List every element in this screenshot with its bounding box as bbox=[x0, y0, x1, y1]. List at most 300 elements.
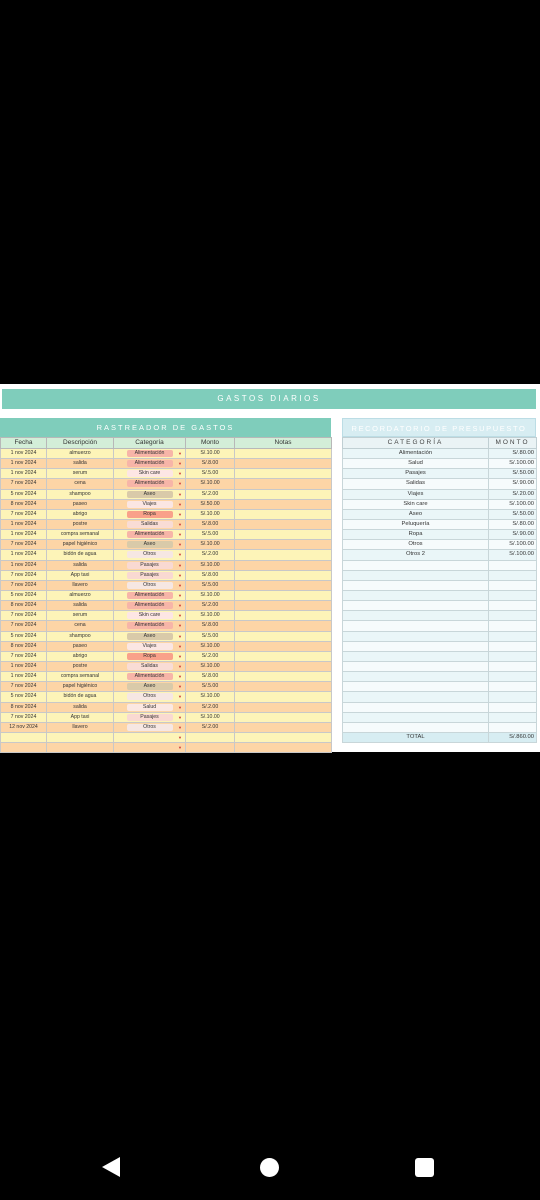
budget-empty-cell[interactable] bbox=[343, 580, 489, 590]
expense-row bbox=[1, 469, 332, 479]
categoria-chip: Aseo bbox=[127, 541, 173, 548]
notas-cell[interactable] bbox=[235, 661, 332, 671]
fecha-cell[interactable]: 5 nov 2024 bbox=[1, 692, 47, 702]
descripcion-cell[interactable]: bidón de agua bbox=[47, 692, 114, 702]
budget-empty-cell[interactable] bbox=[489, 712, 537, 722]
fecha-cell[interactable]: 5 nov 2024 bbox=[1, 489, 47, 499]
categoria-dropdown[interactable] bbox=[114, 489, 186, 499]
monto-cell[interactable]: S/.10.00 bbox=[186, 712, 235, 722]
categoria-dropdown[interactable] bbox=[114, 743, 186, 753]
fecha-cell[interactable]: 1 nov 2024 bbox=[1, 519, 47, 529]
budget-empty-cell[interactable] bbox=[343, 702, 489, 712]
descripcion-cell[interactable]: almuerzo bbox=[47, 449, 114, 459]
expense-row bbox=[1, 722, 332, 732]
descripcion-cell[interactable]: almuerzo bbox=[47, 590, 114, 600]
budget-category-cell[interactable]: Alimentación bbox=[343, 449, 489, 459]
chevron-down-icon[interactable]: ▼ bbox=[178, 694, 182, 700]
categoria-dropdown[interactable] bbox=[114, 611, 186, 621]
descripcion-cell[interactable]: App taxi bbox=[47, 712, 114, 722]
chevron-down-icon[interactable]: ▼ bbox=[178, 491, 182, 497]
budget-empty-cell[interactable] bbox=[343, 672, 489, 682]
monto-cell[interactable]: S/.8.00 bbox=[186, 519, 235, 529]
descripcion-cell[interactable]: serum bbox=[47, 611, 114, 621]
notas-cell[interactable] bbox=[235, 601, 332, 611]
categoria-chip: Aseo bbox=[127, 633, 173, 640]
monto-cell[interactable]: S/.10.00 bbox=[186, 540, 235, 550]
fecha-cell[interactable]: 8 nov 2024 bbox=[1, 601, 47, 611]
budget-empty-cell[interactable] bbox=[489, 580, 537, 590]
chevron-down-icon[interactable]: ▼ bbox=[178, 724, 182, 730]
categoria-chip: Otros bbox=[127, 582, 173, 589]
descripcion-cell[interactable]: serum bbox=[47, 469, 114, 479]
budget-amount-cell[interactable]: S/.90.00 bbox=[489, 479, 537, 489]
monto-cell[interactable]: S/.8.00 bbox=[186, 672, 235, 682]
home-icon[interactable] bbox=[260, 1158, 279, 1177]
budget-amount-cell[interactable]: S/.100.00 bbox=[489, 550, 537, 560]
notas-cell[interactable] bbox=[235, 732, 332, 742]
chevron-down-icon[interactable]: ▼ bbox=[178, 745, 182, 751]
notas-cell[interactable] bbox=[235, 509, 332, 519]
categoria-dropdown[interactable] bbox=[114, 519, 186, 529]
budget-empty-cell[interactable] bbox=[343, 611, 489, 621]
budget-empty-cell[interactable] bbox=[343, 682, 489, 692]
descripcion-cell[interactable]: abrigo bbox=[47, 509, 114, 519]
budget-amount-cell[interactable]: S/.100.00 bbox=[489, 540, 537, 550]
categoria-dropdown[interactable] bbox=[114, 682, 186, 692]
chevron-down-icon[interactable]: ▼ bbox=[178, 653, 182, 659]
budget-empty-row bbox=[343, 672, 537, 682]
categoria-chip: Ropa bbox=[127, 653, 173, 660]
budget-empty-row bbox=[343, 651, 537, 661]
fecha-cell[interactable]: 7 nov 2024 bbox=[1, 580, 47, 590]
budget-empty-cell[interactable] bbox=[343, 722, 489, 732]
fecha-cell[interactable]: 8 nov 2024 bbox=[1, 499, 47, 509]
monto-cell[interactable]: S/.2.00 bbox=[186, 702, 235, 712]
chevron-down-icon[interactable]: ▼ bbox=[178, 552, 182, 558]
notas-cell[interactable] bbox=[235, 499, 332, 509]
expense-row bbox=[1, 560, 332, 570]
categoria-dropdown[interactable] bbox=[114, 479, 186, 489]
expense-row bbox=[1, 459, 332, 469]
descripcion-cell[interactable]: papel higiénico bbox=[47, 682, 114, 692]
chevron-down-icon[interactable]: ▼ bbox=[178, 684, 182, 690]
fecha-cell[interactable]: 1 nov 2024 bbox=[1, 449, 47, 459]
notas-cell[interactable] bbox=[235, 590, 332, 600]
header-categoria[interactable]: Categoría bbox=[114, 438, 186, 449]
descripcion-cell[interactable]: postre bbox=[47, 519, 114, 529]
categoria-chip: Viajes bbox=[127, 501, 173, 508]
fecha-cell[interactable]: 8 nov 2024 bbox=[1, 702, 47, 712]
categoria-dropdown[interactable] bbox=[114, 540, 186, 550]
budget-empty-cell[interactable] bbox=[343, 570, 489, 580]
descripcion-cell[interactable]: papel higiénico bbox=[47, 540, 114, 550]
budget-empty-cell[interactable] bbox=[489, 651, 537, 661]
budget-empty-row bbox=[343, 661, 537, 671]
budget-amount-cell[interactable]: S/.50.00 bbox=[489, 469, 537, 479]
descripcion-cell[interactable]: salida bbox=[47, 560, 114, 570]
chevron-down-icon[interactable]: ▼ bbox=[178, 481, 182, 487]
fecha-cell[interactable]: 1 nov 2024 bbox=[1, 459, 47, 469]
chevron-down-icon[interactable]: ▼ bbox=[178, 674, 182, 680]
categoria-dropdown[interactable] bbox=[114, 641, 186, 651]
categoria-dropdown[interactable] bbox=[114, 702, 186, 712]
chevron-down-icon[interactable]: ▼ bbox=[178, 582, 182, 588]
notas-cell[interactable] bbox=[235, 722, 332, 732]
budget-row bbox=[343, 499, 537, 509]
expense-row bbox=[1, 682, 332, 692]
budget-empty-cell[interactable] bbox=[343, 560, 489, 570]
monto-cell[interactable]: S/.8.00 bbox=[186, 570, 235, 580]
notas-cell[interactable] bbox=[235, 580, 332, 590]
categoria-dropdown[interactable] bbox=[114, 692, 186, 702]
budget-category-cell[interactable]: Skin care bbox=[343, 499, 489, 509]
monto-cell[interactable]: S/.50.00 bbox=[186, 499, 235, 509]
categoria-chip: Pasajes bbox=[127, 562, 173, 569]
descripcion-cell[interactable]: paseo bbox=[47, 641, 114, 651]
budget-category-cell[interactable]: Pasajes bbox=[343, 469, 489, 479]
back-icon[interactable] bbox=[102, 1157, 120, 1177]
expense-row bbox=[1, 499, 332, 509]
budget-empty-cell[interactable] bbox=[489, 560, 537, 570]
budget-category-cell[interactable]: Salud bbox=[343, 459, 489, 469]
categoria-chip: Alimentación bbox=[127, 602, 173, 609]
budget-empty-cell[interactable] bbox=[489, 692, 537, 702]
categoria-dropdown[interactable] bbox=[114, 621, 186, 631]
monto-cell[interactable]: S/.5.00 bbox=[186, 530, 235, 540]
chevron-down-icon[interactable]: ▼ bbox=[178, 501, 182, 507]
budget-empty-cell[interactable] bbox=[489, 641, 537, 651]
expense-row bbox=[1, 631, 332, 641]
chevron-down-icon[interactable]: ▼ bbox=[178, 643, 182, 649]
budget-empty-cell[interactable] bbox=[489, 611, 537, 621]
expense-row bbox=[1, 449, 332, 459]
fecha-cell[interactable]: 7 nov 2024 bbox=[1, 621, 47, 631]
fecha-cell[interactable]: 7 nov 2024 bbox=[1, 682, 47, 692]
categoria-dropdown[interactable] bbox=[114, 661, 186, 671]
fecha-cell[interactable]: 1 nov 2024 bbox=[1, 661, 47, 671]
notas-cell[interactable] bbox=[235, 682, 332, 692]
categoria-chip: Pasajes bbox=[127, 714, 173, 721]
descripcion-cell[interactable]: llavero bbox=[47, 722, 114, 732]
chevron-down-icon[interactable]: ▼ bbox=[178, 511, 182, 517]
notas-cell[interactable] bbox=[235, 702, 332, 712]
fecha-cell[interactable]: 7 nov 2024 bbox=[1, 651, 47, 661]
notas-cell[interactable] bbox=[235, 550, 332, 560]
budget-empty-cell[interactable] bbox=[343, 692, 489, 702]
header-monto[interactable]: Monto bbox=[186, 438, 235, 449]
header-categoria-budget[interactable]: CATEGORÍA bbox=[343, 438, 489, 449]
budget-empty-cell[interactable] bbox=[489, 601, 537, 611]
categoria-chip: Salud bbox=[127, 704, 173, 711]
chevron-down-icon[interactable]: ▼ bbox=[178, 704, 182, 710]
notas-cell[interactable] bbox=[235, 743, 332, 753]
budget-empty-row bbox=[343, 590, 537, 600]
chevron-down-icon[interactable]: ▼ bbox=[178, 461, 182, 467]
notas-cell[interactable] bbox=[235, 611, 332, 621]
categoria-dropdown[interactable] bbox=[114, 722, 186, 732]
descripcion-cell[interactable]: cena bbox=[47, 621, 114, 631]
expense-row bbox=[1, 590, 332, 600]
budget-category-cell[interactable]: Viajes bbox=[343, 489, 489, 499]
chevron-down-icon[interactable]: ▼ bbox=[178, 471, 182, 477]
descripcion-cell[interactable]: cena bbox=[47, 479, 114, 489]
recent-apps-icon[interactable] bbox=[415, 1158, 434, 1177]
fecha-cell[interactable] bbox=[1, 732, 47, 742]
notas-cell[interactable] bbox=[235, 641, 332, 651]
categoria-dropdown[interactable] bbox=[114, 499, 186, 509]
categoria-dropdown[interactable] bbox=[114, 601, 186, 611]
chevron-down-icon[interactable]: ▼ bbox=[178, 521, 182, 527]
fecha-cell[interactable]: 5 nov 2024 bbox=[1, 631, 47, 641]
budget-category-cell[interactable]: Otros 2 bbox=[343, 550, 489, 560]
budget-empty-cell[interactable] bbox=[343, 651, 489, 661]
fecha-cell[interactable]: 7 nov 2024 bbox=[1, 570, 47, 580]
budget-row bbox=[343, 479, 537, 489]
notas-cell[interactable] bbox=[235, 540, 332, 550]
chevron-down-icon[interactable]: ▼ bbox=[178, 633, 182, 639]
expense-row bbox=[1, 540, 332, 550]
categoria-dropdown[interactable] bbox=[114, 712, 186, 722]
fecha-cell[interactable] bbox=[1, 743, 47, 753]
budget-empty-cell[interactable] bbox=[343, 621, 489, 631]
categoria-dropdown[interactable] bbox=[114, 732, 186, 742]
header-fecha[interactable]: Fecha bbox=[1, 438, 47, 449]
descripcion-cell[interactable]: postre bbox=[47, 661, 114, 671]
monto-cell[interactable]: S/.8.00 bbox=[186, 459, 235, 469]
budget-empty-cell[interactable] bbox=[489, 621, 537, 631]
descripcion-cell[interactable]: abrigo bbox=[47, 651, 114, 661]
chevron-down-icon[interactable]: ▼ bbox=[178, 734, 182, 740]
monto-cell[interactable]: S/.10.00 bbox=[186, 641, 235, 651]
notas-cell[interactable] bbox=[235, 469, 332, 479]
fecha-cell[interactable]: 12 nov 2024 bbox=[1, 722, 47, 732]
expense-row bbox=[1, 601, 332, 611]
monto-cell[interactable]: S/.5.00 bbox=[186, 631, 235, 641]
fecha-cell[interactable]: 1 nov 2024 bbox=[1, 560, 47, 570]
categoria-chip: Aseo bbox=[127, 491, 173, 498]
fecha-cell[interactable]: 8 nov 2024 bbox=[1, 641, 47, 651]
categoria-dropdown[interactable] bbox=[114, 469, 186, 479]
descripcion-cell[interactable]: bidón de agua bbox=[47, 550, 114, 560]
budget-amount-cell[interactable]: S/.100.00 bbox=[489, 459, 537, 469]
categoria-dropdown[interactable] bbox=[114, 560, 186, 570]
categoria-chip: Skin care bbox=[127, 612, 173, 619]
expense-row bbox=[1, 712, 332, 722]
monto-cell[interactable]: S/.10.00 bbox=[186, 611, 235, 621]
categoria-dropdown[interactable] bbox=[114, 530, 186, 540]
fecha-cell[interactable]: 1 nov 2024 bbox=[1, 672, 47, 682]
categoria-dropdown[interactable] bbox=[114, 631, 186, 641]
monto-cell[interactable]: S/.10.00 bbox=[186, 590, 235, 600]
budget-empty-row bbox=[343, 641, 537, 651]
chevron-down-icon[interactable]: ▼ bbox=[178, 542, 182, 548]
expense-row bbox=[1, 732, 332, 742]
budget-amount-cell[interactable]: S/.80.00 bbox=[489, 449, 537, 459]
descripcion-cell[interactable]: llavero bbox=[47, 580, 114, 590]
categoria-dropdown[interactable] bbox=[114, 570, 186, 580]
chevron-down-icon[interactable]: ▼ bbox=[178, 714, 182, 720]
chevron-down-icon[interactable]: ▼ bbox=[178, 603, 182, 609]
budget-empty-cell[interactable] bbox=[343, 661, 489, 671]
budget-amount-cell[interactable]: S/.100.00 bbox=[489, 499, 537, 509]
tracker-table bbox=[0, 437, 332, 753]
chevron-down-icon[interactable]: ▼ bbox=[178, 451, 182, 456]
descripcion-cell[interactable]: App taxi bbox=[47, 570, 114, 580]
notas-cell[interactable] bbox=[235, 489, 332, 499]
monto-cell[interactable]: S/.2.00 bbox=[186, 651, 235, 661]
descripcion-cell[interactable]: compra semanal bbox=[47, 530, 114, 540]
budget-category-cell[interactable]: Peluquería bbox=[343, 519, 489, 529]
header-monto-budget[interactable]: MONTO bbox=[489, 438, 537, 449]
fecha-cell[interactable]: 7 nov 2024 bbox=[1, 540, 47, 550]
budget-category-cell[interactable]: Aseo bbox=[343, 509, 489, 519]
categoria-dropdown[interactable] bbox=[114, 449, 186, 459]
budget-empty-row bbox=[343, 712, 537, 722]
expense-row bbox=[1, 621, 332, 631]
monto-cell[interactable]: S/.8.00 bbox=[186, 621, 235, 631]
categoria-chip: Viajes bbox=[127, 643, 173, 650]
fecha-cell[interactable]: 1 nov 2024 bbox=[1, 550, 47, 560]
monto-cell[interactable]: S/.10.00 bbox=[186, 692, 235, 702]
categoria-dropdown[interactable] bbox=[114, 459, 186, 469]
budget-empty-row bbox=[343, 580, 537, 590]
notas-cell[interactable] bbox=[235, 570, 332, 580]
budget-empty-cell[interactable] bbox=[489, 722, 537, 732]
budget-row bbox=[343, 489, 537, 499]
header-notas[interactable]: Notas bbox=[235, 438, 332, 449]
descripcion-cell[interactable]: shampoo bbox=[47, 489, 114, 499]
descripcion-cell[interactable] bbox=[47, 743, 114, 753]
budget-empty-cell[interactable] bbox=[343, 641, 489, 651]
categoria-dropdown[interactable] bbox=[114, 590, 186, 600]
tracker-title: RASTREADOR DE GASTOS bbox=[0, 418, 331, 437]
monto-cell[interactable]: S/.10.00 bbox=[186, 661, 235, 671]
notas-cell[interactable] bbox=[235, 449, 332, 459]
chevron-down-icon[interactable]: ▼ bbox=[178, 572, 182, 578]
categoria-dropdown[interactable] bbox=[114, 509, 186, 519]
budget-amount-cell[interactable]: S/.50.00 bbox=[489, 509, 537, 519]
categoria-chip: Alimentación bbox=[127, 460, 173, 467]
categoria-dropdown[interactable] bbox=[114, 550, 186, 560]
monto-cell[interactable]: S/.2.00 bbox=[186, 550, 235, 560]
fecha-cell[interactable]: 1 nov 2024 bbox=[1, 530, 47, 540]
fecha-cell[interactable]: 7 nov 2024 bbox=[1, 712, 47, 722]
descripcion-cell[interactable]: shampoo bbox=[47, 631, 114, 641]
header-descripcion[interactable]: Descripción bbox=[47, 438, 114, 449]
monto-cell[interactable]: S/.5.00 bbox=[186, 682, 235, 692]
budget-empty-cell[interactable] bbox=[489, 702, 537, 712]
chevron-down-icon[interactable]: ▼ bbox=[178, 613, 182, 619]
chevron-down-icon[interactable]: ▼ bbox=[178, 663, 182, 669]
expense-row bbox=[1, 580, 332, 590]
chevron-down-icon[interactable]: ▼ bbox=[178, 562, 182, 568]
budget-empty-cell[interactable] bbox=[489, 682, 537, 692]
descripcion-cell[interactable]: paseo bbox=[47, 499, 114, 509]
budget-empty-cell[interactable] bbox=[343, 631, 489, 641]
monto-cell[interactable]: S/.2.00 bbox=[186, 601, 235, 611]
budget-category-cell[interactable]: Otros bbox=[343, 540, 489, 550]
categoria-chip: Aseo bbox=[127, 683, 173, 690]
descripcion-cell[interactable]: salida bbox=[47, 601, 114, 611]
notas-cell[interactable] bbox=[235, 621, 332, 631]
notas-cell[interactable] bbox=[235, 692, 332, 702]
notas-cell[interactable] bbox=[235, 631, 332, 641]
categoria-chip: Salidas bbox=[127, 663, 173, 670]
monto-cell[interactable]: S/.10.00 bbox=[186, 449, 235, 459]
notas-cell[interactable] bbox=[235, 479, 332, 489]
monto-cell[interactable]: S/.10.00 bbox=[186, 479, 235, 489]
monto-cell[interactable]: S/.5.00 bbox=[186, 469, 235, 479]
monto-cell[interactable]: S/.10.00 bbox=[186, 509, 235, 519]
budget-row bbox=[343, 519, 537, 529]
budget-category-cell[interactable]: Ropa bbox=[343, 530, 489, 540]
monto-cell[interactable]: S/.10.00 bbox=[186, 560, 235, 570]
notas-cell[interactable] bbox=[235, 651, 332, 661]
categoria-dropdown[interactable] bbox=[114, 672, 186, 682]
budget-table bbox=[342, 437, 537, 743]
budget-row bbox=[343, 469, 537, 479]
monto-cell[interactable]: S/.5.00 bbox=[186, 580, 235, 590]
budget-empty-row bbox=[343, 692, 537, 702]
fecha-cell[interactable]: 7 nov 2024 bbox=[1, 479, 47, 489]
categoria-dropdown[interactable] bbox=[114, 580, 186, 590]
budget-row bbox=[343, 459, 537, 469]
budget-amount-cell[interactable]: S/.20.00 bbox=[489, 489, 537, 499]
monto-cell[interactable]: S/.2.00 bbox=[186, 722, 235, 732]
descripcion-cell[interactable] bbox=[47, 732, 114, 742]
budget-empty-cell[interactable] bbox=[343, 601, 489, 611]
budget-empty-row bbox=[343, 682, 537, 692]
fecha-cell[interactable]: 7 nov 2024 bbox=[1, 611, 47, 621]
notas-cell[interactable] bbox=[235, 560, 332, 570]
notas-cell[interactable] bbox=[235, 519, 332, 529]
monto-cell[interactable] bbox=[186, 743, 235, 753]
notas-cell[interactable] bbox=[235, 459, 332, 469]
fecha-cell[interactable]: 5 nov 2024 bbox=[1, 590, 47, 600]
chevron-down-icon[interactable]: ▼ bbox=[178, 623, 182, 629]
monto-cell[interactable]: S/.2.00 bbox=[186, 489, 235, 499]
budget-category-cell[interactable]: Salidas bbox=[343, 479, 489, 489]
descripcion-cell[interactable]: compra semanal bbox=[47, 672, 114, 682]
chevron-down-icon[interactable]: ▼ bbox=[178, 532, 182, 538]
budget-empty-row bbox=[343, 702, 537, 712]
budget-empty-cell[interactable] bbox=[343, 590, 489, 600]
budget-amount-cell[interactable]: S/.80.00 bbox=[489, 519, 537, 529]
categoria-chip: Otros bbox=[127, 724, 173, 731]
budget-empty-cell[interactable] bbox=[489, 672, 537, 682]
budget-header-row bbox=[343, 438, 537, 449]
budget-title: RECORDATORIO DE PRESUPUESTO bbox=[342, 418, 536, 437]
budget-empty-cell[interactable] bbox=[489, 661, 537, 671]
categoria-dropdown[interactable] bbox=[114, 651, 186, 661]
budget-empty-cell[interactable] bbox=[489, 570, 537, 580]
descripcion-cell[interactable]: salida bbox=[47, 459, 114, 469]
spreadsheet-view bbox=[0, 384, 540, 752]
budget-empty-cell[interactable] bbox=[489, 590, 537, 600]
notas-cell[interactable] bbox=[235, 672, 332, 682]
fecha-cell[interactable]: 1 nov 2024 bbox=[1, 469, 47, 479]
descripcion-cell[interactable]: salida bbox=[47, 702, 114, 712]
budget-empty-cell[interactable] bbox=[343, 712, 489, 722]
chevron-down-icon[interactable]: ▼ bbox=[178, 592, 182, 598]
budget-empty-cell[interactable] bbox=[489, 631, 537, 641]
monto-cell[interactable] bbox=[186, 732, 235, 742]
notas-cell[interactable] bbox=[235, 712, 332, 722]
fecha-cell[interactable]: 7 nov 2024 bbox=[1, 509, 47, 519]
budget-reminder bbox=[342, 418, 536, 743]
notas-cell[interactable] bbox=[235, 530, 332, 540]
budget-amount-cell[interactable]: S/.90.00 bbox=[489, 530, 537, 540]
